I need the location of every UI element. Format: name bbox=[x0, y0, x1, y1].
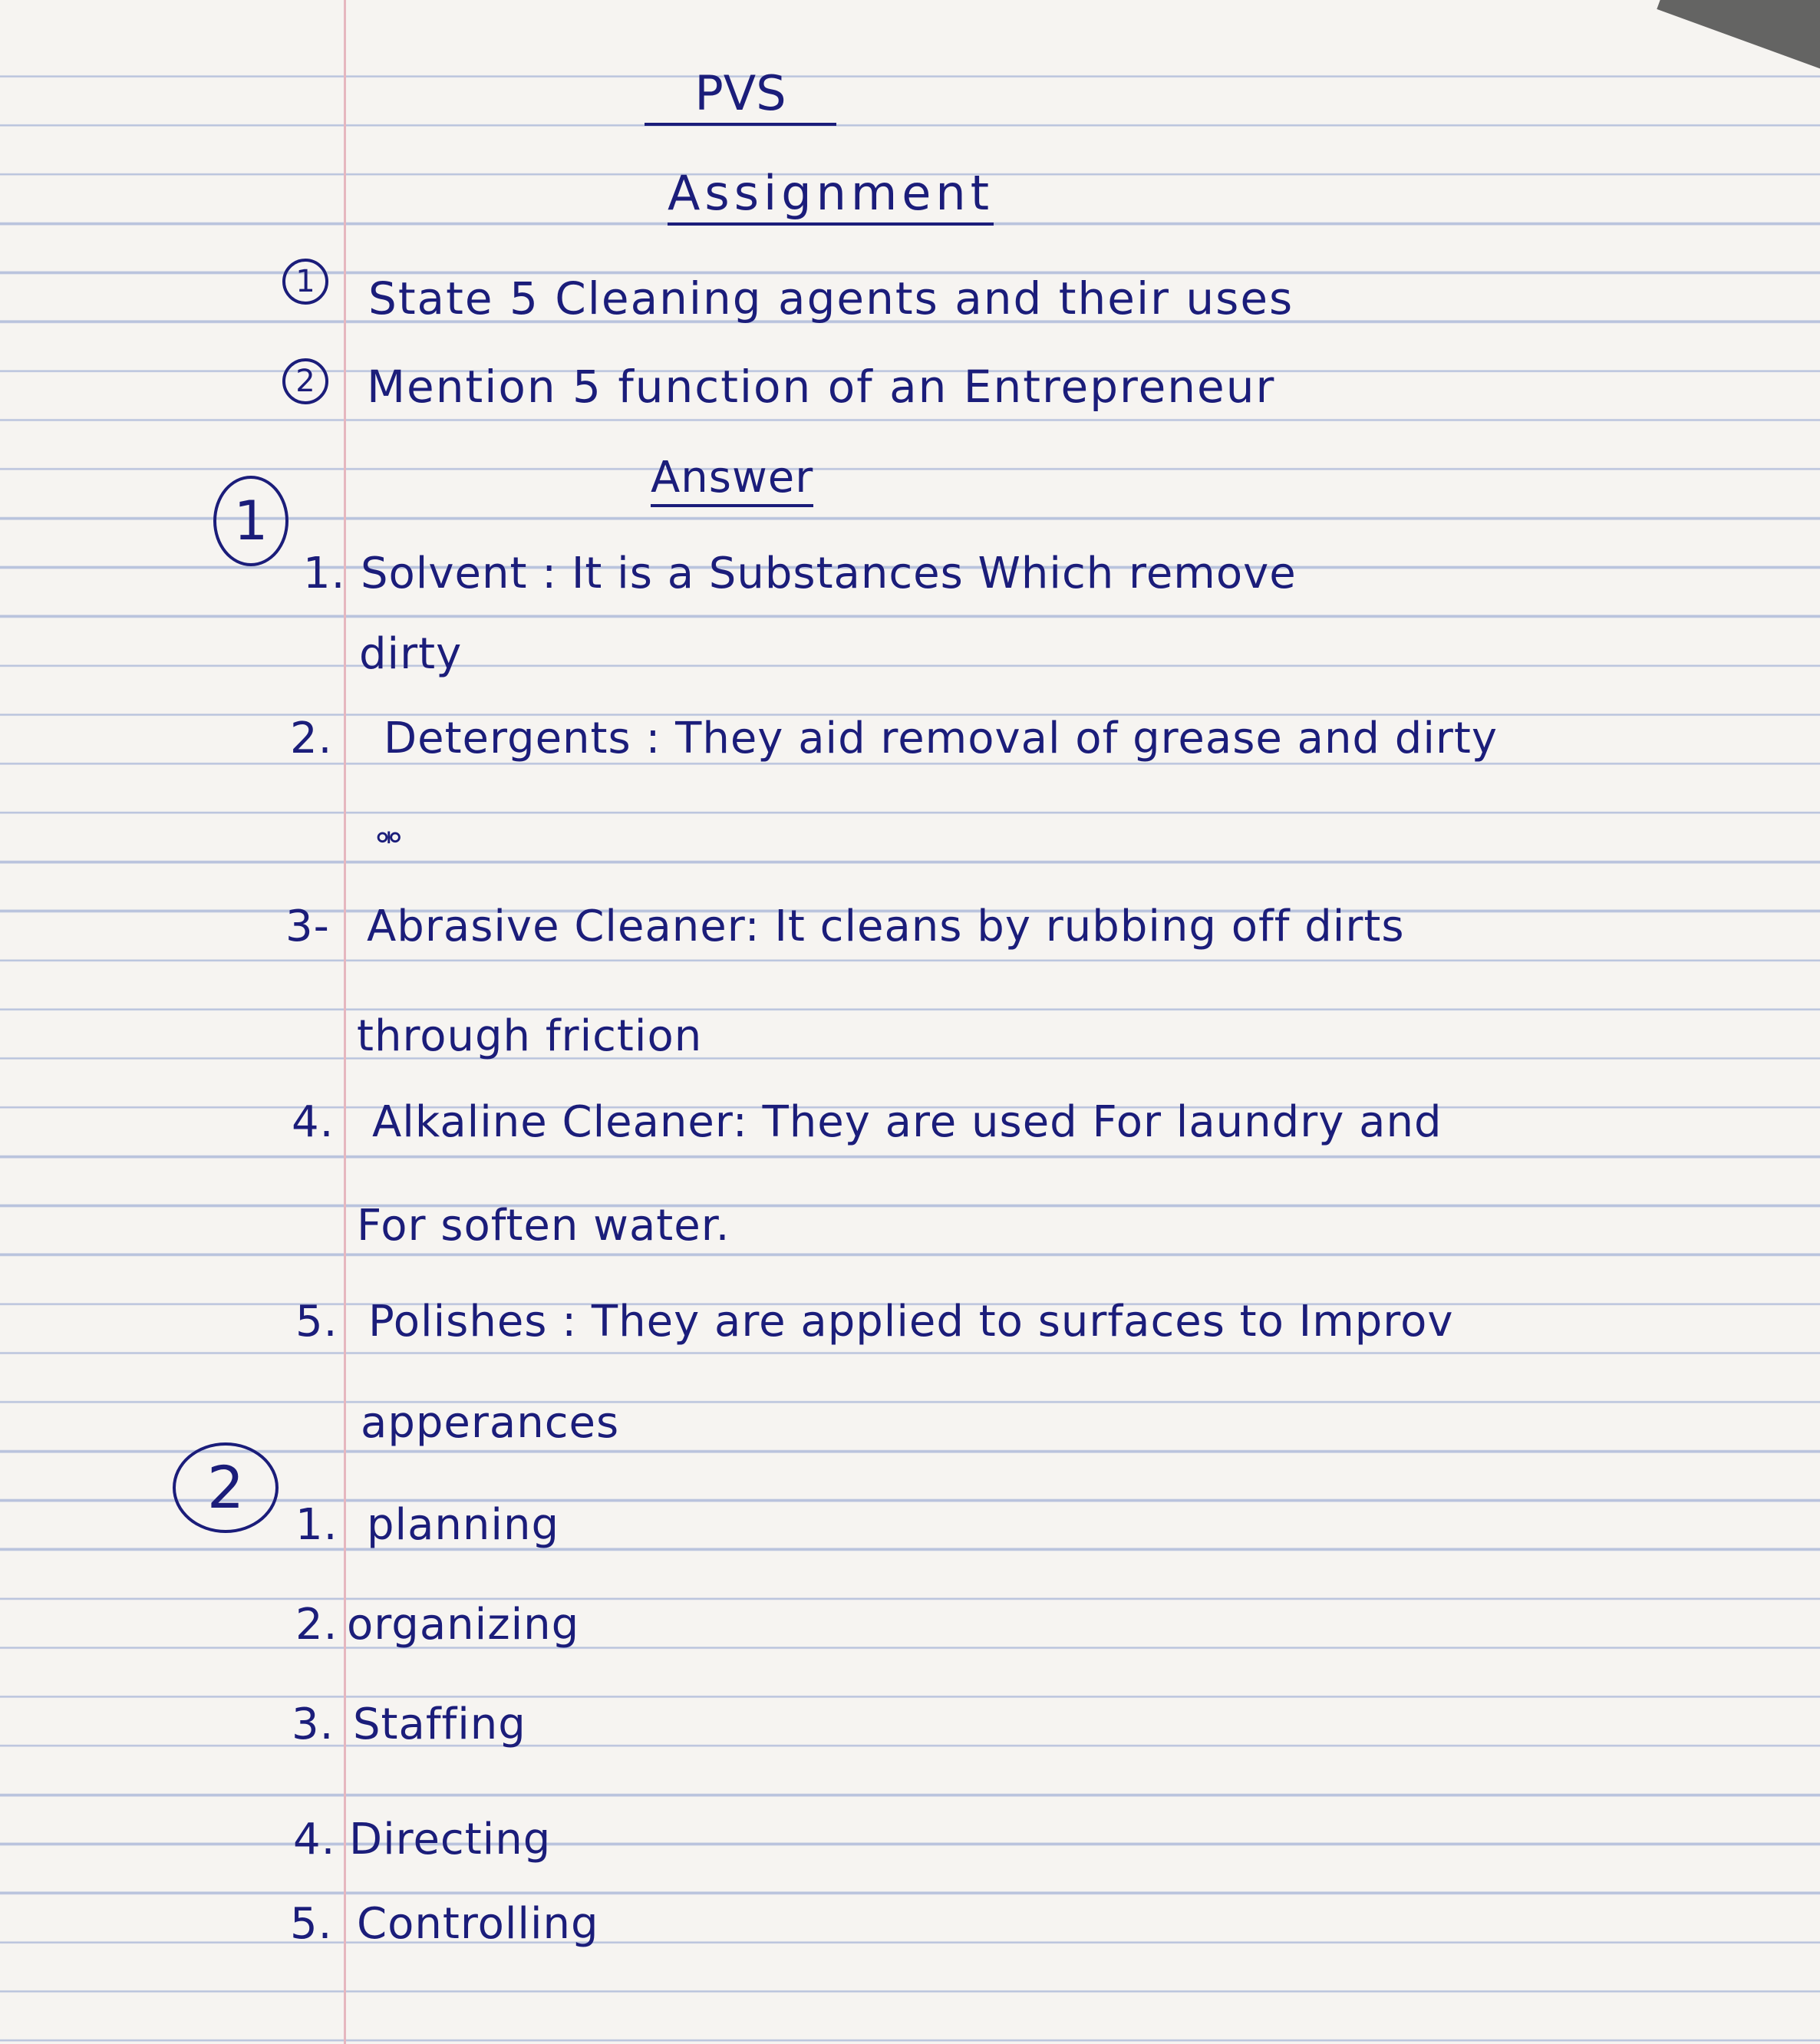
answer-1-item-2-num: 2. bbox=[290, 714, 333, 763]
answer-1-item-2-text: Detergents : They aid removal of grease and dirty bbox=[384, 714, 1499, 763]
answer-1-item-3-cont: through friction bbox=[357, 1011, 703, 1061]
answer-1-item-5-num: 5. bbox=[295, 1297, 338, 1347]
answer-1-number: 1 bbox=[213, 476, 288, 566]
question-1-number: 1 bbox=[282, 259, 328, 305]
answer-2-item-2-text: organizing bbox=[347, 1600, 580, 1650]
answer-1-item-1-text: Solvent : It is a Substances Which remove bbox=[361, 549, 1297, 598]
answer-2-item-1-text: planning bbox=[367, 1500, 560, 1550]
scribble-mark: ⚮ bbox=[376, 821, 402, 856]
answer-2-number: 2 bbox=[173, 1442, 279, 1533]
answer-1-item-5-cont: apperances bbox=[361, 1398, 620, 1448]
answer-1-item-4-num: 4. bbox=[292, 1097, 335, 1147]
question-2-number: 2 bbox=[282, 358, 328, 404]
answer-2-item-1-num: 1. bbox=[295, 1500, 338, 1550]
answer-heading: Answer bbox=[651, 453, 813, 507]
page-title: PVS bbox=[645, 65, 836, 126]
answer-2-item-3-text: Staffing bbox=[353, 1699, 526, 1749]
answer-1-item-3-num: 3- bbox=[285, 902, 330, 951]
answer-1-item-4-cont: For soften water. bbox=[357, 1201, 730, 1251]
assignment-heading: Assignment bbox=[668, 165, 994, 226]
question-1-text: State 5 Cleaning agents and their uses bbox=[368, 272, 1294, 325]
margin-line bbox=[344, 0, 346, 2044]
answer-2-item-2-num: 2. bbox=[295, 1600, 338, 1650]
answer-1-item-1-cont: dirty bbox=[359, 629, 463, 679]
answer-1-item-5-text: Polishes : They are applied to surfaces to Improv bbox=[368, 1297, 1454, 1347]
answer-1-item-4-text: Alkaline Cleaner: They are used For laundry and bbox=[372, 1097, 1442, 1147]
answer-1-item-1-num: 1. bbox=[303, 549, 346, 598]
answer-2-item-4-num: 4. bbox=[293, 1815, 336, 1864]
answer-2-item-3-num: 3. bbox=[292, 1699, 335, 1749]
answer-2-item-4-text: Directing bbox=[349, 1815, 552, 1864]
answer-2-item-5-num: 5. bbox=[290, 1899, 333, 1949]
answer-1-item-3-text: Abrasive Cleaner: It cleans by rubbing off dirts bbox=[367, 902, 1405, 951]
question-2-text: Mention 5 function of an Entrepreneur bbox=[367, 361, 1276, 413]
answer-2-item-5-text: Controlling bbox=[357, 1899, 599, 1949]
corner-shadow bbox=[1657, 0, 1820, 77]
